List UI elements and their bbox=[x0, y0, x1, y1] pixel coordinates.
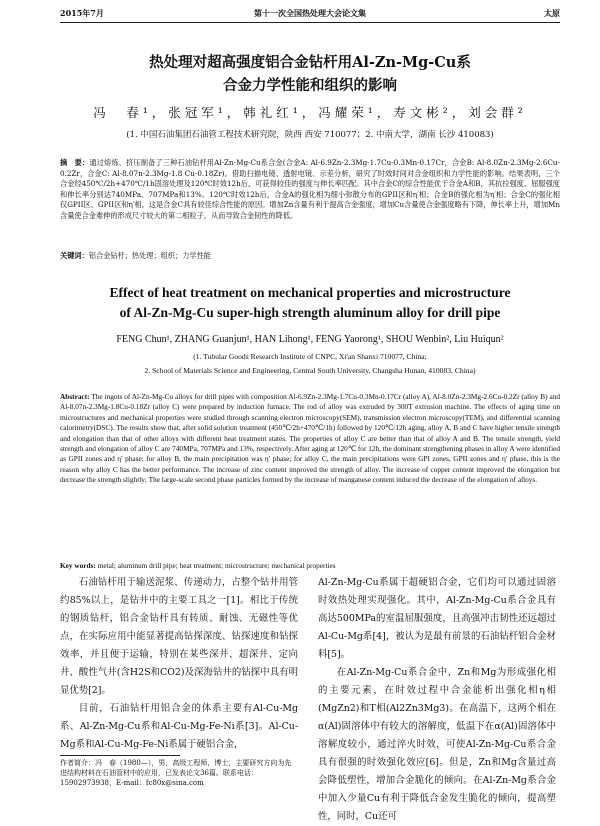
en-title bbox=[60, 283, 560, 323]
en-title-line2: of Al-Zn-Mg-Cu super-high strength aluminum alloy for drill pipe bbox=[119, 305, 501, 320]
en-abstract bbox=[60, 392, 560, 486]
header-location: 太原 bbox=[544, 8, 560, 18]
body-paragraph: 目前，石油钻杆用铝合金的体系主要有Al-Cu-Mg系、Al-Zn-Mg-Cu系和Al-Cu-Mg-Fe-Ni系[3]。Al-Cu-Mg系和Al-Cu-Mg-Fe-Ni系属于硬铝合金， bbox=[60, 703, 298, 750]
body-paragraph: Al-Zn-Mg-Cu系属于超硬铝合金，它们均可以通过固溶时效热处理实现强化。其中，Al-Zn-Mg-Cu系合金具有高达500MPa的室温屈服强度，且高强冲击韧性还远超过Al-Cu-Mg系[4]，被认为是最有前景的石油钻杆铝合金材料[5]。 bbox=[318, 577, 556, 660]
header-rule bbox=[60, 22, 560, 23]
body-column-right bbox=[318, 574, 556, 826]
header-date: 2015年7月 bbox=[60, 8, 104, 18]
zh-abstract-label: 摘 要： bbox=[60, 158, 90, 167]
header-proceedings: 第十一次全国热处理大会论文集 bbox=[254, 8, 366, 18]
en-keywords-text: metal; aluminum drill pipe; heat treatment; microstructure; mechanical properties bbox=[97, 561, 336, 570]
en-title-line1: Effect of heat treatment on mechanical properties and microstructure bbox=[109, 285, 511, 300]
zh-title-line2: 合金力学性能和组织的影响 bbox=[223, 77, 397, 94]
en-abstract-text: The ingots of Al-Zn-Mg-Cu alloys for drill pipes with composition Al-6.9Zn-2.3Mg-1.7Cu-0.3Mn-0.17Cr (alloy A), Al-8.0Zn-2.3Mg-2.6Cu-0.2Zr (alloy B) and Al-8.07n-2.3Mg-1.8Cu-0.18Zr (alloy C) were prepared by induction furnace. The rod of alloy was extruded by 300T extrusion machine. The effects of aging time on microstructures and mechanical properties were studied through scanning electron microscopy(SEM), transmission electron microscopy(TEM), and differential scanning calorimetry(DSC). The results show that, after solid solution treatment (450℃/2h+470℃/1h) followed by 120℃/12h aging, alloy A, B and C have higher tensile strength and elongation than that of other alloys with different heat treatment states. The properties of alloy C are better than that of alloy A and B. The tensile strength, yield strength and elongation of alloy C are 740MPa, 707MPa and 13%, respectively. After aging at 120℃ for 12h, the dominant strengthening phases in alloy A were identified as GPII zones and η′ phase; for alloy B, the main precipitation was η′ phase; for alloy C, the main precipitations were GPI zones, GPII zones and η′ phase, this is the reason why alloy C has the better performance. The increase of zinc content improved the strength of alloy. The increase of copper content improved the elongation but decrease the strength slightly; The large-scale second phase particles formed by the increase of manganese content induced the decrease of the elongation of alloys. bbox=[60, 392, 560, 485]
zh-abstract bbox=[60, 158, 560, 222]
body-column-left bbox=[60, 574, 298, 754]
en-keywords bbox=[60, 561, 560, 570]
running-header bbox=[60, 8, 560, 22]
en-affiliation-1: (1. Tubular Goods Research Institute of CNPC, Xi'an Shanxi 710077, China; bbox=[193, 352, 427, 361]
zh-abstract-text: 通过熔炼、挤压制备了三种石油钻杆用Al-Zn-Mg-Cu系合金(合金A: Al-6.9Zn-2.3Mg-1.7Cu-0.3Mn-0.17Cr，合金B: Al-8.0Zn-2.3Mg-2.6Cu-0.2Zr，合金C: Al-8.07n-2.3Mg-1.8 Cu-0.18Zr)。借助扫描电镜、透射电镜、示差分析，研究了时效时间对合金组织和力学性能的影响。结果表明，三个合金经450℃/2h+470℃/1h固溶处理及120℃时效12h后，可获得较佳的强度与伸长率匹配。其中合金C的综合性能优于合金A和B，其抗拉强度、屈服强度和伸长率分别达740MPa、707MPa和13%。120℃时效12h后，合金A的强化相为细小弥散分布的GPII区和η′相；合金B的强化相为η′相；合金C的强化相仅GPII区、GPII区和η′相，这是合金C具有较佳综合性能的原因。增加Zn含量有利于提高合金强度，增加Cu含量使合金强度略有下降，伸长率上升，增加Mn含量使合金难伸的形成尺寸较大的第二相粒子，从而导致合金韧性的降低。 bbox=[60, 158, 560, 220]
zh-affiliation: (1. 中国石油集团石油管工程技术研究院，陕西 西安 710077；2. 中南大学，湖南 长沙 410083) bbox=[126, 130, 494, 140]
zh-keywords-text: 铝合金钻杆；热处理；组织；力学性能 bbox=[88, 251, 211, 260]
body-paragraph: 石油钻杆用于输送泥浆、传递动力，占整个钻井用管约85%以上，是钻井中的主要工具之一[1]。相比于传统的钢质钻杆，铝合金钻杆具有转质、耐蚀、无磁性等优点，在实际应用中能显著提高钻探深度、钻探速度和钻探效率，并且便于运输，特别在某些深井、超深井、定向井、酸性气井(含H2S和CO2)及深海钻井的钻探中具有明显优势[2]。 bbox=[60, 577, 298, 696]
en-abstract-label: Abstract: bbox=[60, 392, 90, 401]
body-paragraph: 在Al-Zn-Mg-Cu系合金中，Zn和Mg为形成强化相的主要元素，在时效过程中合金能析出强化相η相(MgZn2)和T相(Al2Zn3Mg3)。在高温下，这两个相在α(Al)固溶体中有较大的溶解度，低温下在α(Al)固溶体中溶解度较小，通过淬火时效，可使Al-Zn-Mg-Cu系合金具有很强的时效强化效应[6]。但是，Zn和Mg含量过高会降低塑性，增加合金脆化的倾向。在Al-Zn-Mg系合金中加入少量Cu有利于降低合金发生脆化的倾向，提高塑性，同时，Cu还可 bbox=[318, 667, 556, 822]
en-authors: FENG Chun¹, ZHANG Guanjun¹, HAN Lihong¹, FENG Yaorong¹, SHOU Wenbin², Liu Huiqun² bbox=[116, 334, 504, 345]
zh-keywords bbox=[60, 251, 560, 262]
footnote-rule bbox=[60, 755, 180, 756]
zh-title-line1: 热处理对超高强度铝合金钻杆用Al-Zn-Mg-Cu系 bbox=[149, 54, 471, 71]
en-keywords-label: Key words: bbox=[60, 561, 96, 570]
zh-authors: 冯 春¹，张冠军¹，韩礼红¹，冯耀荣¹，寿文彬²，刘会群² bbox=[93, 105, 527, 120]
en-affiliation-2: 2. School of Materials Science and Engineering, Central South University, Changsha Hunan, 410083, China) bbox=[144, 366, 476, 375]
author-footnote: 作者简介：冯 春（1980—），男，高级工程师，博士，主要研究方向为先进结构材料在石油管材中的应用，已发表论文36篇。联系电话：15902973938，E-mail：fc80x@sina.com bbox=[60, 759, 292, 787]
zh-keywords-label: 关键词： bbox=[60, 251, 89, 260]
